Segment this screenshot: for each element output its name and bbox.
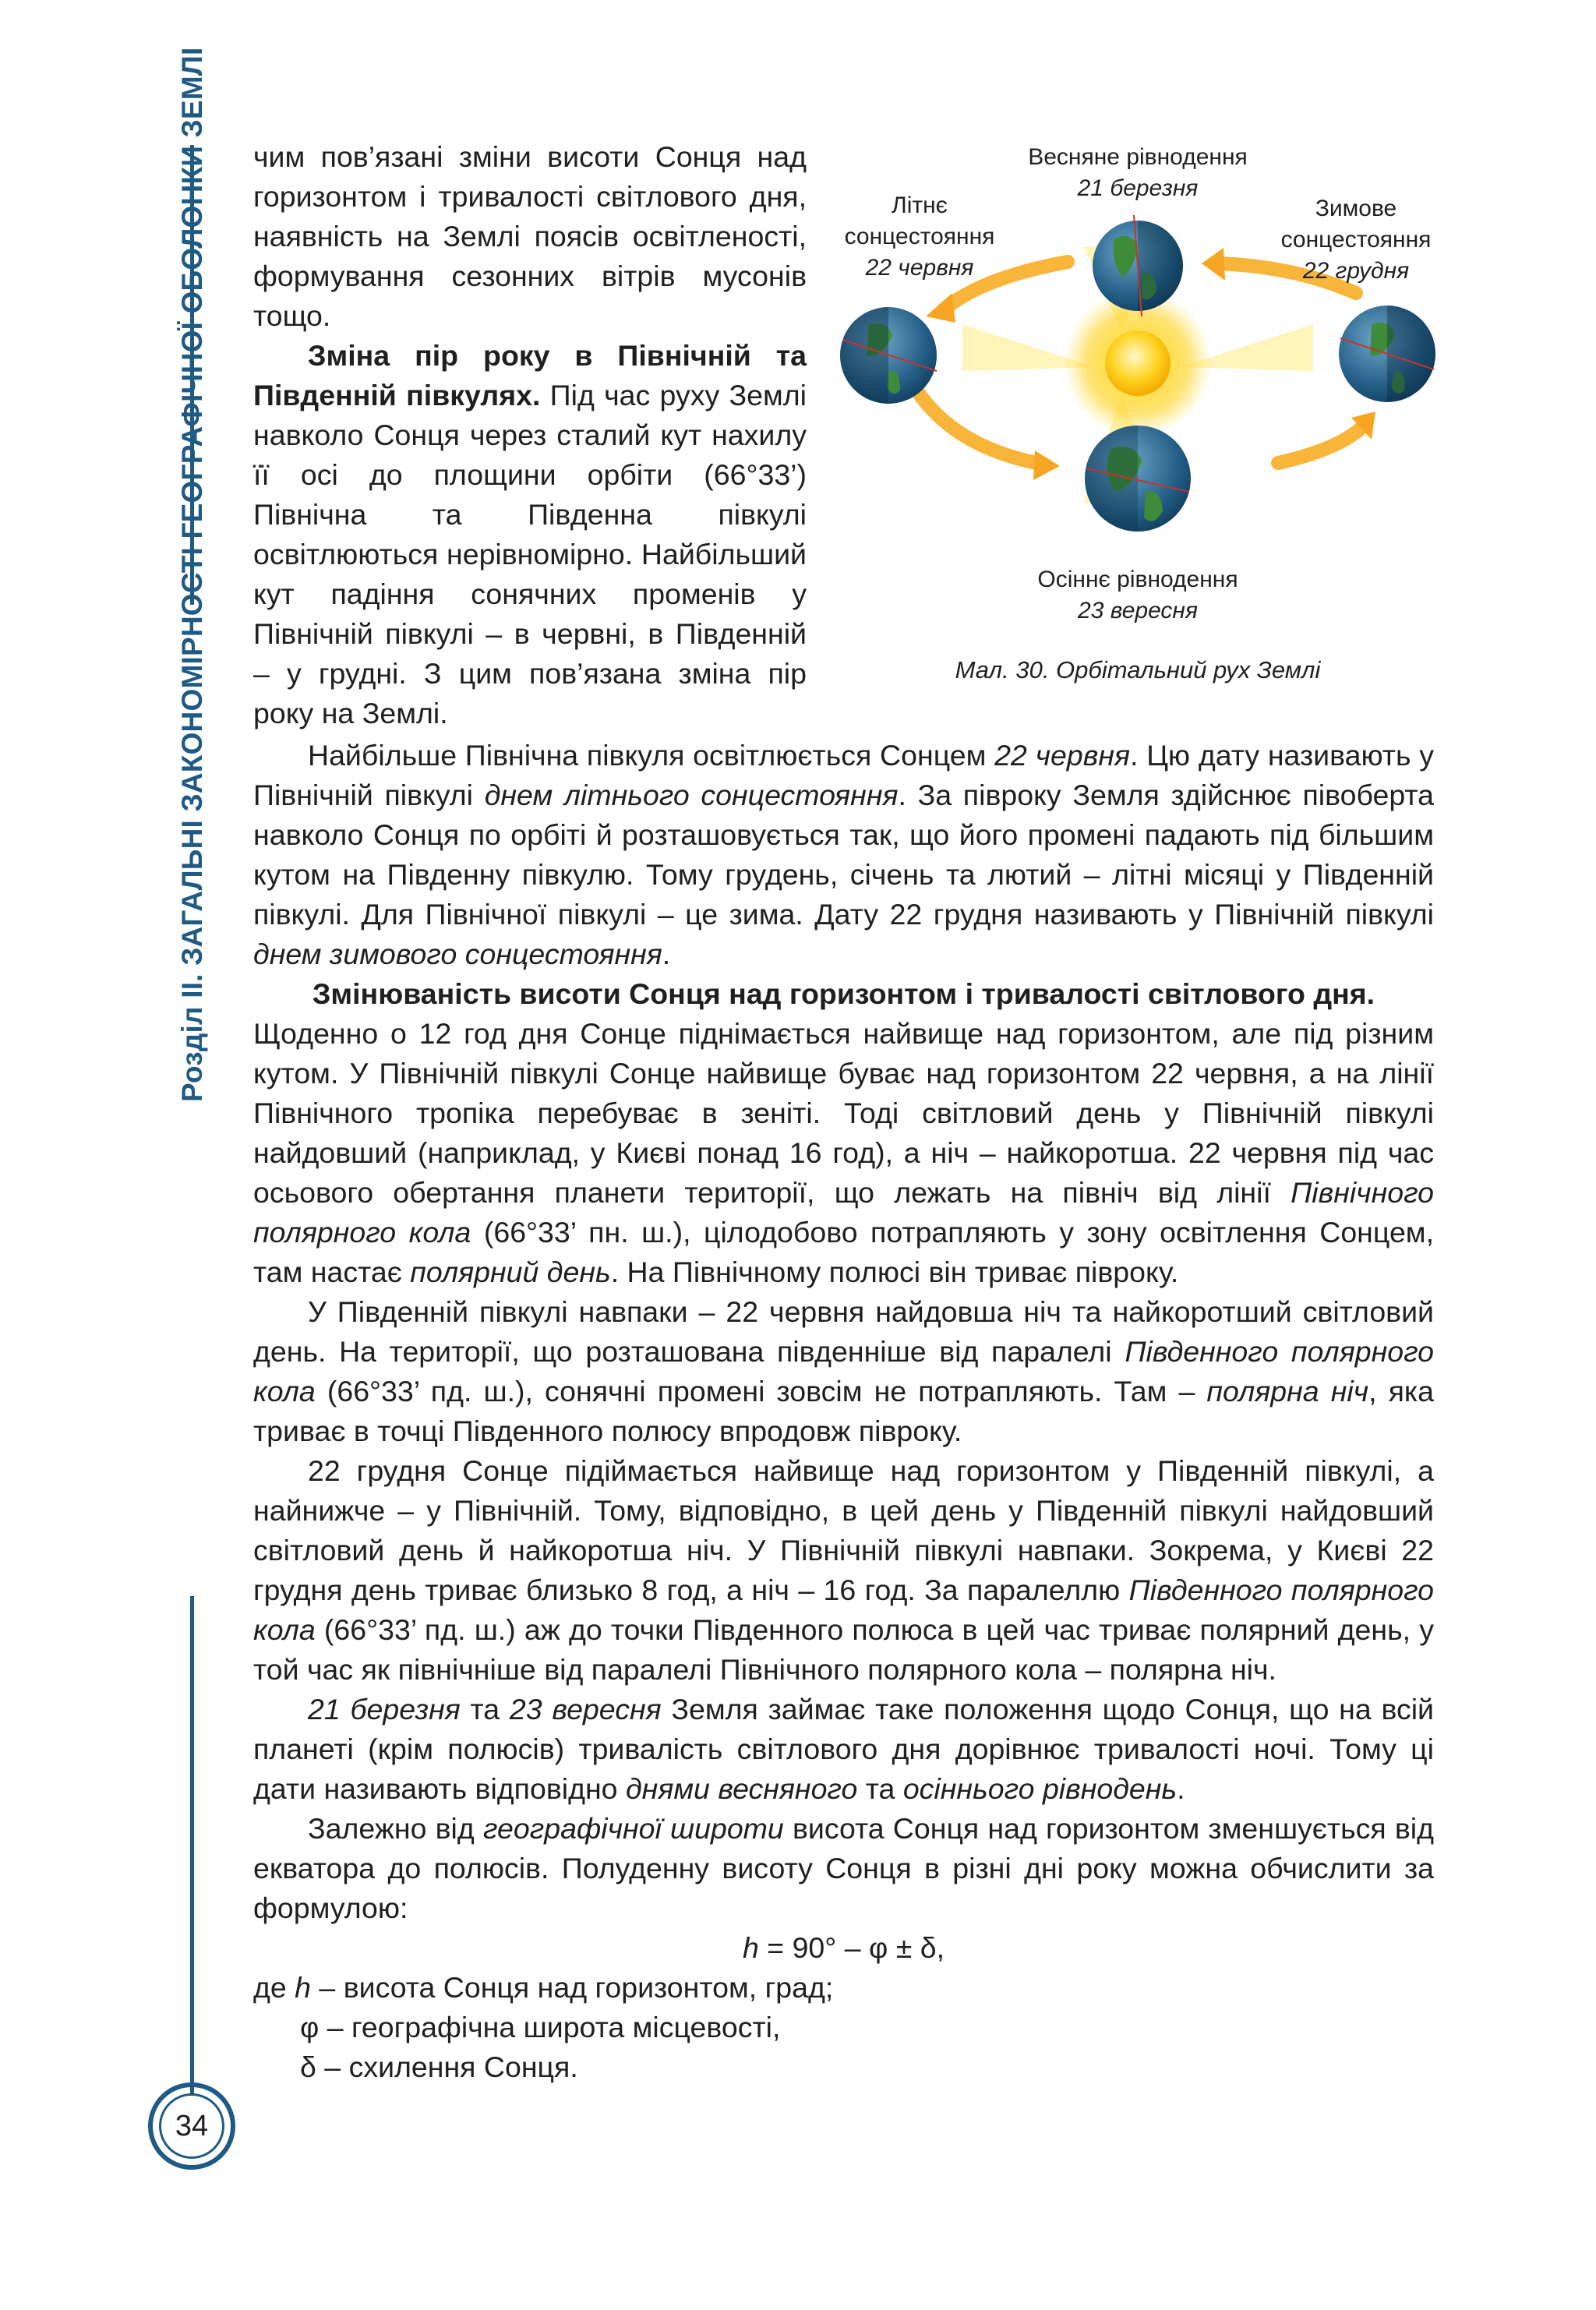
arrowhead-spring [1202, 248, 1225, 281]
page-number: 34 [159, 2093, 224, 2159]
label-summer-title-1: Літнє [892, 192, 948, 218]
page-number-badge [148, 2082, 242, 2176]
label-winter [1262, 193, 1449, 287]
label-autumn [998, 564, 1278, 627]
earth-winter [1339, 306, 1435, 402]
paragraph-solstice: Найбільше Північна півкуля освітлюється Сонцем 22 червня. Цю дату називають у Північній півкулі днем літнього сонцестояння. За півроку Земля здійснює півоберта навколо Сонця по орбіті й розташовується так, що його промені падають під більшим кутом на Південну півкулю. Тому грудень, січень та лютий – літні місяці у Південній півкулі. Для Північної півкулі – це зима. Дату 22 грудня називають у Північній півкулі днем зимового сонцестояння. [253, 739, 1435, 970]
label-summer [826, 190, 1013, 284]
earth-autumn [1085, 426, 1191, 532]
seasons-heading: Зміна пір року в Північній та Південній півкулях. [253, 339, 807, 411]
label-spring-date: 21 березня [1077, 175, 1199, 201]
side-rule-bottom [190, 1596, 194, 2120]
top-left-column [253, 137, 807, 733]
section-side-title: Розділ ІІ. ЗАГАЛЬНІ ЗАКОНОМІРНОСТІ ГЕОГРАФІЧНОЇ ОБОЛОНКИ ЗЕМЛІ [176, 47, 208, 1102]
paragraph-south: У Південній півкулі навпаки – 22 червня найдовша ніч та найкоротший світловий день. На території, що розташована південніше від паралелі Південного полярного кола (66°33’ пд. ш.), сонячні промені зовсім не потрапляють. Там – полярна ніч, яка триває в точці Південного полюсу впродовж півроку. [253, 1295, 1435, 1447]
paragraph-december: 22 грудня Сонце підіймається найвище над горизонтом у Південній півкулі, а найнижче – у Північній. Тому, відповідно, в цей день у Південній півкулі найдовший світловий день й найкоротша ніч. У Північній півкулі навпаки. Зокрема, у Києві 22 грудня день триває близько 8 год, а ніч – 16 год. За паралеллю Південного полярного кола (66°33’ пд. ш.) аж до точки Південного полюса в цей час триває полярний день, у той час як північніше від паралелі Північного полярного кола – полярна ніч. [253, 1454, 1434, 1686]
paragraph-latitude: Залежно від географічної широти висота Сонця над горизонтом зменшується від екватора до полюсів. Полуденну висоту Сонця в різні дні року можна обчислити за формулою: [253, 1812, 1434, 1924]
section-heading: Змінюваність висоти Сонця над горизонтом і тривалості світлового дня. [312, 977, 1375, 1010]
label-spring-title: Весняне рівнодення [1028, 144, 1248, 170]
earth-summer [840, 307, 937, 404]
seasons-text: Під час руху Землі навколо Сонця через сталий кут нахилу її осі до площини орбіти (66°33’) Північна та Південна півкулі освітлюються нерівномірно. Найбільший кут падіння сонячних променів у Північній півкулі – в червні, в Південній – у грудні. З цим пов’язана зміна пір року на Землі. [253, 379, 807, 729]
arrowhead-autumn [1033, 450, 1060, 480]
arrow-autumn-to-spring [1278, 426, 1364, 463]
label-winter-date: 22 грудня [1302, 258, 1410, 284]
seasons-paragraph [253, 336, 807, 733]
label-spring [998, 142, 1278, 204]
legend-phi: φ – географічна широта місцевості, [300, 2011, 781, 2043]
orbit-figure [826, 137, 1449, 714]
label-summer-title-2: сонцестояння [844, 224, 995, 249]
paragraph-north: Щоденно о 12 год дня Сонце піднімається найвище над горизонтом, але під різним кутом. У Північній півкулі Сонце найвище буває над горизонтом 22 червня, а на лінії Північного тропіка перебуває в зеніті. Тоді світловий день у Північній півкулі найдовший (наприклад, у Києві понад 16 год), а ніч – найкоротша. 22 червня під час осьового обертання планети території, що лежать на північ від лінії Північного полярного кола (66°33’ пн. ш.), цілодобово потрапляють у зону освітлення Сонцем, там настає полярний день. На Північному полюсі він триває півроку. [253, 1017, 1434, 1288]
legend-delta: δ – схилення Сонця. [300, 2050, 578, 2083]
sun [1105, 330, 1171, 396]
intro-paragraph: чим пов’язані зміни висоти Сонця над горизонтом і тривалості світлового дня, наявність на Землі поясів освітленості, формування сезонних вітрів мусонів тощо. [253, 140, 807, 332]
label-summer-date: 22 червня [865, 255, 974, 281]
figure-caption: Мал. 30. Орбітальний рух Землі [955, 656, 1321, 683]
arrow-summer-to-autumn [920, 394, 1044, 464]
label-winter-title-2: сонцестояння [1280, 227, 1432, 253]
label-autumn-date: 23 вересня [1078, 598, 1198, 623]
paragraph-equinox: 21 березня та 23 вересня Земля займає таке положення щодо Сонця, що на всій планеті (крім полюсів) тривалість світлового дня дорівнює тривалості ночі. Тому ці дати називають відповідно днями весняного та осіннього рівнодень. [253, 1693, 1434, 1805]
main-text [253, 736, 1434, 2087]
label-autumn-title: Осіннє рівнодення [1037, 567, 1238, 592]
legend-h: де h – висота Сонця над горизонтом, град; [253, 1971, 834, 2004]
formula: h = 90° – φ ± δ, [742, 1931, 945, 1964]
label-winter-title-1: Зимове [1315, 196, 1397, 221]
arrowhead-summer [926, 293, 955, 323]
